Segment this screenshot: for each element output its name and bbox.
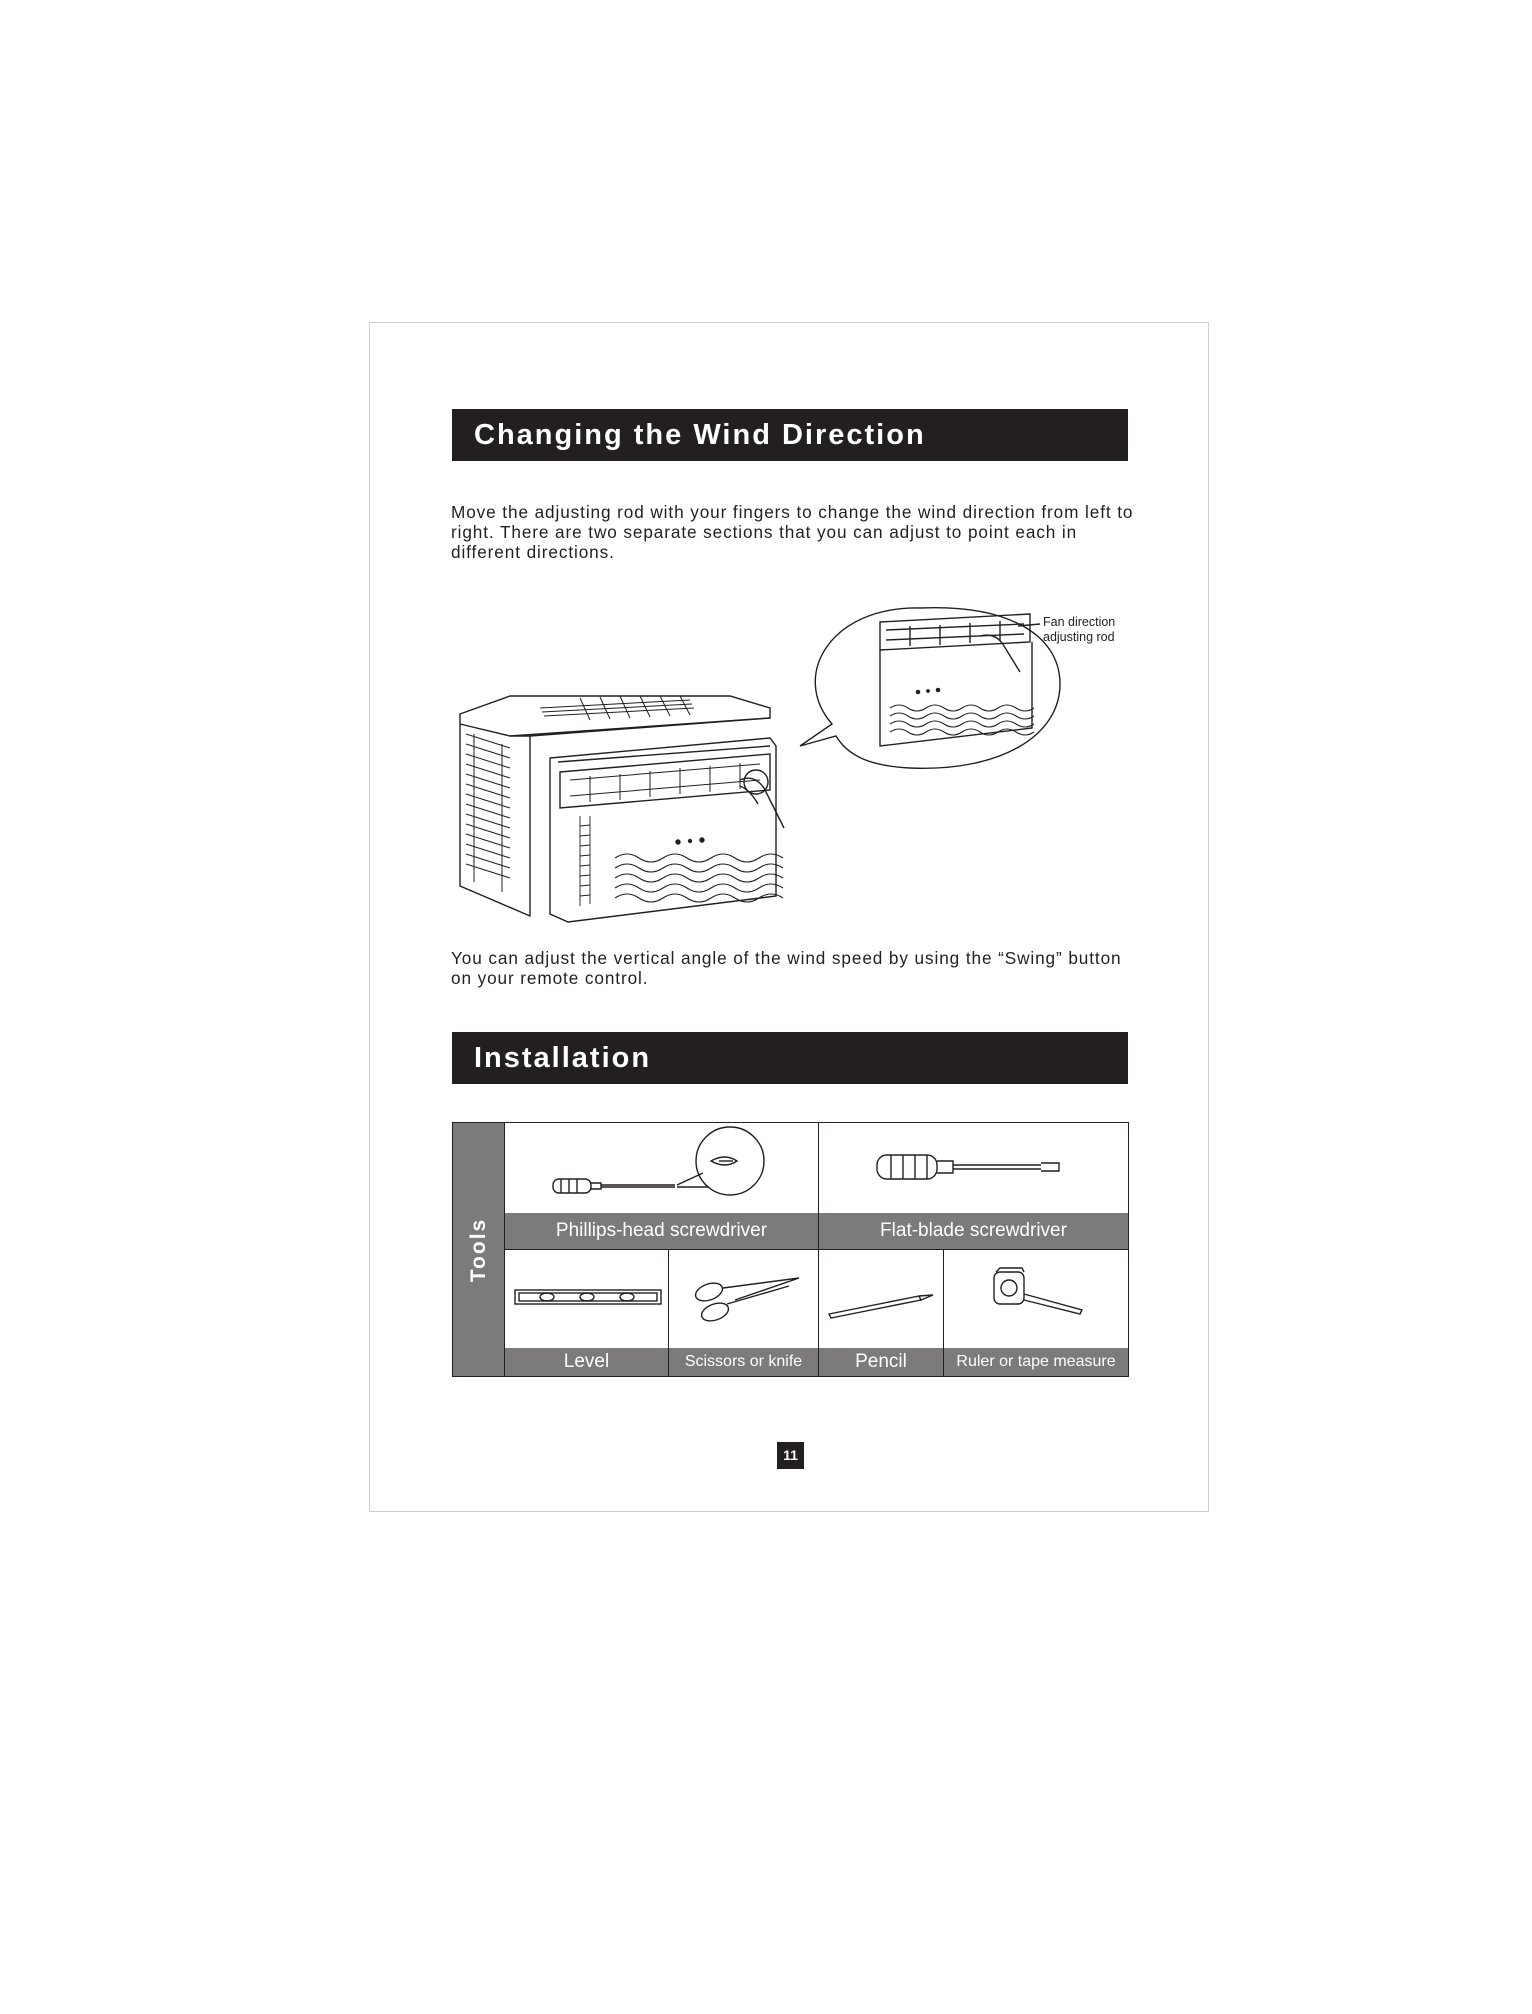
tool-label-pencil: Pencil	[819, 1348, 943, 1376]
tool-label-scissors: Scissors or knife	[669, 1348, 818, 1376]
tool-label-phillips: Phillips-head screwdriver	[505, 1213, 818, 1249]
flat-blade-screwdriver-icon	[819, 1123, 1128, 1213]
tool-label-ruler: Ruler or tape measure	[944, 1348, 1128, 1376]
tool-cell-pencil	[819, 1250, 944, 1376]
page-number: 11	[777, 1442, 804, 1469]
section-heading-installation: Installation	[452, 1032, 1128, 1084]
tool-cell-ruler	[944, 1250, 1128, 1376]
phillips-screwdriver-icon	[505, 1123, 820, 1213]
tools-side-label	[453, 1123, 504, 1376]
tool-cell-flat-blade	[819, 1123, 1128, 1249]
tool-label-flat-blade: Flat-blade screwdriver	[819, 1213, 1128, 1249]
pencil-icon	[819, 1250, 944, 1340]
tools-table	[452, 1122, 1129, 1377]
tool-cell-phillips	[504, 1123, 819, 1249]
tool-cell-scissors	[669, 1250, 819, 1376]
swing-note: You can adjust the vertical angle of the wind speed by using the “Swing” button on your remote control.	[451, 948, 1122, 988]
callout-label-line2: adjusting rod	[1043, 630, 1115, 644]
section-heading-wind-direction: Changing the Wind Direction	[452, 409, 1128, 461]
wind-direction-intro: Move the adjusting rod with your fingers to change the wind direction from left to right. There are two separate sections that you can adjust to point each in different directions.	[451, 502, 1134, 562]
air-conditioner-illustration	[440, 596, 1130, 936]
tools-label: Tools	[466, 1217, 490, 1282]
tool-cell-level	[504, 1250, 669, 1376]
callout-label-line1: Fan direction	[1043, 615, 1116, 629]
tool-label-level: Level	[505, 1348, 668, 1376]
scissors-icon	[669, 1250, 819, 1340]
level-icon	[505, 1250, 670, 1340]
tape-measure-icon	[944, 1250, 1128, 1340]
